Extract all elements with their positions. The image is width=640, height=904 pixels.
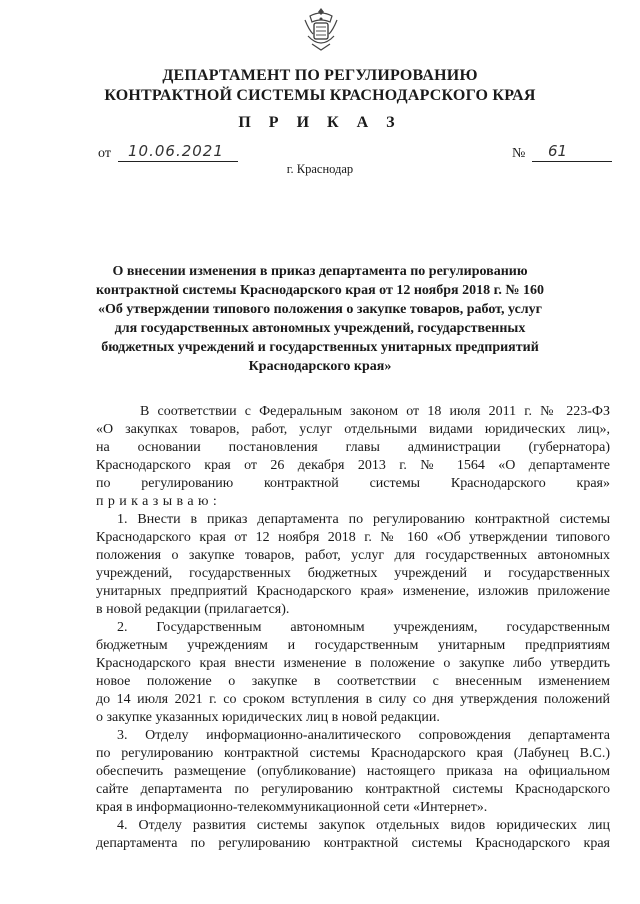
date-label: от [98,146,111,161]
body-line: в новой редакции (прилагается). [96,602,290,617]
body-line: В соответствии с Федеральным законом от 18 июля 2011 г. № 223-ФЗ [140,404,610,419]
body-line: «О закупках товаров, работ, услуг отдельными видами юридических лиц», [96,422,610,437]
department-name-line1: ДЕПАРТАМЕНТ ПО РЕГУЛИРОВАНИЮ [162,67,478,84]
body-line: 4. Отделу развития системы закупок отдельных видов юридических лиц [117,818,610,833]
body-line: до 14 июля 2021 г. со сроком вступления в силу со дня утверждения положений [96,692,610,707]
date-value: 10.06.2021 [128,142,224,160]
city: г. Краснодар [286,162,354,176]
body-line: края в информационно-телекоммуникационной сети «Интернет». [96,800,488,815]
body-line: 3. Отделу информационно-аналитического сопровождения департамента [117,728,610,743]
title-line: Краснодарского края» [248,359,392,374]
body-line: о закупке указанных юридических лиц в новой редакции. [96,710,440,725]
body-line: департамента по регулированию контрактной системы Краснодарского края [96,836,610,851]
body-line: на основании постановления главы администрации (губернатора) [96,440,610,455]
body-line: сайте департамента по регулированию контрактной системы Краснодарского [96,782,610,797]
body-line: Краснодарского края от 12 ноября 2018 г. № 160 «Об утверждении типового [96,530,610,545]
title-line: контрактной системы Краснодарского края от 12 ноября 2018 г. № 160 [96,283,544,298]
body-line: новое положение о закупке в соответствии с внесенным изменением [96,674,610,689]
department-name-line2: КОНТРАКТНОЙ СИСТЕМЫ КРАСНОДАРСКОГО КРАЯ [104,87,536,104]
body-line: Краснодарского края от 26 декабря 2013 г. № 1564 «О департаменте [96,458,610,473]
body-line-order-word: приказываю: [96,494,222,509]
title-line: «Об утверждении типового положения о закупке товаров, работ, услуг [97,302,542,317]
body-line: положения о закупке товаров, работ, услуг для государственных автономных [96,548,610,563]
body-line: Краснодарского края внести изменение в положение о закупке либо утвердить [96,656,610,671]
title-line: бюджетных учреждений и государственных унитарных предприятий [101,340,539,355]
body-line: учреждений, государственных бюджетных учреждений и государственных [96,566,610,581]
number-value: 61 [548,142,568,160]
coat-of-arms-emblem [302,6,340,54]
document-type: П Р И К А З [238,114,402,131]
body-line: бюджетным учреждениям и государственным унитарным предприятиям [96,638,610,653]
title-line: для государственных автономных учреждений, государственных [114,321,526,336]
body-line: обеспечить размещение (опубликование) настоящего приказа на официальном [96,764,610,779]
body-line: по регулированию контрактной системы Краснодарского края» [96,476,610,491]
body-line: 1. Внести в приказ департамента по регулированию контрактной системы [117,512,610,527]
body-line: 2. Государственным автономным учреждениям, государственным [117,620,610,635]
number-label: № [512,146,526,161]
body-line: по регулированию контрактной системы Краснодарского края (Лабунец В.С.) [96,746,610,761]
body-line: унитарных предприятий Краснодарского края» изменение, изложив приложение [96,584,610,599]
title-line: О внесении изменения в приказ департамента по регулированию [112,264,528,279]
